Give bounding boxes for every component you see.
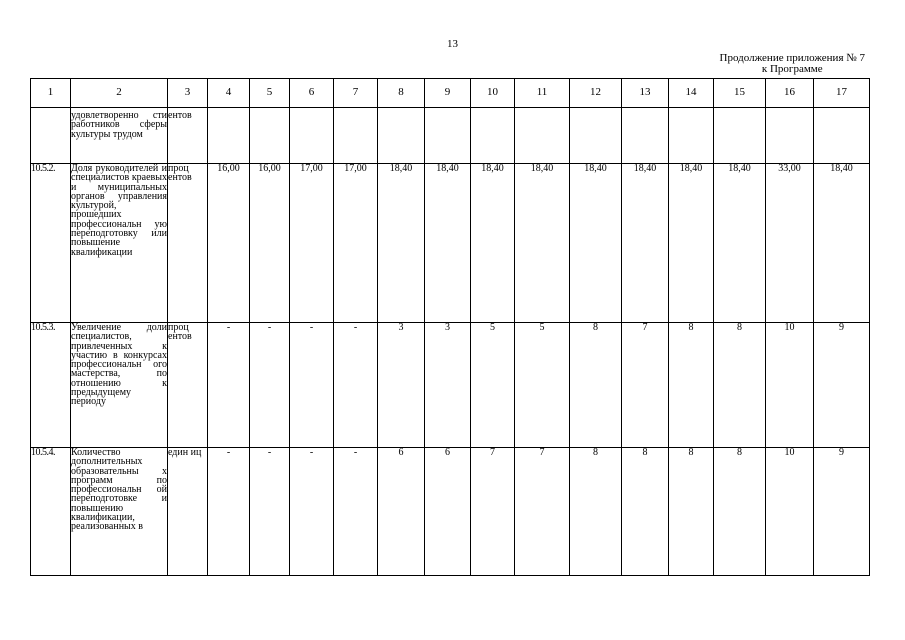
value-cell: 10 bbox=[766, 448, 814, 576]
value-cell: 18,40 bbox=[714, 164, 766, 323]
value-cell bbox=[814, 108, 870, 164]
value-cell: 16,00 bbox=[250, 164, 290, 323]
column-header: 13 bbox=[622, 79, 669, 108]
table-row bbox=[31, 164, 870, 323]
column-header: 8 bbox=[378, 79, 425, 108]
column-header: 9 bbox=[425, 79, 471, 108]
unit-cell: проц ентов bbox=[168, 164, 208, 323]
value-cell: 17,00 bbox=[290, 164, 334, 323]
column-header: 15 bbox=[714, 79, 766, 108]
value-cell bbox=[570, 108, 622, 164]
indicators-table bbox=[30, 78, 870, 576]
appendix-caption-line1: Продолжение приложения № 7 bbox=[719, 52, 865, 64]
value-cell: - bbox=[290, 323, 334, 448]
value-cell: 18,40 bbox=[622, 164, 669, 323]
value-cell: 18,40 bbox=[814, 164, 870, 323]
row-number bbox=[31, 108, 71, 164]
value-cell: 3 bbox=[425, 323, 471, 448]
column-header: 1 bbox=[31, 79, 71, 108]
value-cell: 18,40 bbox=[471, 164, 515, 323]
column-header: 17 bbox=[814, 79, 870, 108]
column-header: 11 bbox=[515, 79, 570, 108]
value-cell bbox=[766, 108, 814, 164]
value-cell: - bbox=[334, 323, 378, 448]
value-cell: 7 bbox=[622, 323, 669, 448]
value-cell: 18,40 bbox=[570, 164, 622, 323]
value-cell: 16,00 bbox=[208, 164, 250, 323]
value-cell bbox=[208, 108, 250, 164]
value-cell: 6 bbox=[378, 448, 425, 576]
value-cell bbox=[714, 108, 766, 164]
page-number: 13 bbox=[447, 38, 458, 50]
value-cell: 18,40 bbox=[669, 164, 714, 323]
value-cell bbox=[515, 108, 570, 164]
value-cell: - bbox=[290, 448, 334, 576]
value-cell: - bbox=[208, 323, 250, 448]
value-cell: - bbox=[250, 323, 290, 448]
value-cell: 17,00 bbox=[334, 164, 378, 323]
column-header: 7 bbox=[334, 79, 378, 108]
appendix-caption bbox=[720, 53, 865, 75]
value-cell: - bbox=[208, 448, 250, 576]
value-cell: 8 bbox=[714, 448, 766, 576]
column-header: 4 bbox=[208, 79, 250, 108]
column-header: 12 bbox=[570, 79, 622, 108]
value-cell: 18,40 bbox=[425, 164, 471, 323]
value-cell: 8 bbox=[669, 448, 714, 576]
unit-cell: проц ентов bbox=[168, 323, 208, 448]
indicator-name: Количество дополнительных образовательны х программ по профессиональн ой переподготовке и повышению квалификации, реализованных в bbox=[71, 448, 168, 576]
value-cell: 8 bbox=[622, 448, 669, 576]
value-cell: 3 bbox=[378, 323, 425, 448]
unit-cell: ентов bbox=[168, 108, 208, 164]
value-cell: 18,40 bbox=[378, 164, 425, 323]
value-cell bbox=[378, 108, 425, 164]
column-header: 14 bbox=[669, 79, 714, 108]
value-cell bbox=[250, 108, 290, 164]
value-cell bbox=[334, 108, 378, 164]
value-cell bbox=[425, 108, 471, 164]
unit-cell: един иц bbox=[168, 448, 208, 576]
value-cell: - bbox=[334, 448, 378, 576]
indicator-name: Доля руководителей и специалистов краевых и муниципальных органов управления культурой, прошедших профессиональн ую переподготовку или повышение квалификации bbox=[71, 164, 168, 323]
row-number: 10.5.2. bbox=[31, 164, 71, 323]
value-cell: 9 bbox=[814, 323, 870, 448]
value-cell: - bbox=[250, 448, 290, 576]
value-cell bbox=[622, 108, 669, 164]
value-cell: 5 bbox=[471, 323, 515, 448]
value-cell bbox=[669, 108, 714, 164]
column-header: 3 bbox=[168, 79, 208, 108]
value-cell: 8 bbox=[570, 448, 622, 576]
value-cell bbox=[290, 108, 334, 164]
value-cell: 7 bbox=[515, 448, 570, 576]
value-cell: 7 bbox=[471, 448, 515, 576]
value-cell bbox=[471, 108, 515, 164]
column-header: 10 bbox=[471, 79, 515, 108]
column-header: 16 bbox=[766, 79, 814, 108]
appendix-caption-line2: к Программе bbox=[761, 63, 823, 75]
column-header: 5 bbox=[250, 79, 290, 108]
value-cell: 10 bbox=[766, 323, 814, 448]
table-row bbox=[31, 448, 870, 576]
header-row bbox=[31, 79, 870, 108]
value-cell: 8 bbox=[570, 323, 622, 448]
value-cell: 9 bbox=[814, 448, 870, 576]
value-cell: 8 bbox=[669, 323, 714, 448]
value-cell: 33,00 bbox=[766, 164, 814, 323]
value-cell: 8 bbox=[714, 323, 766, 448]
column-header: 2 bbox=[71, 79, 168, 108]
table-row bbox=[31, 108, 870, 164]
row-number: 10.5.4. bbox=[31, 448, 71, 576]
indicator-name: удовлетворенно сти работников сферы культуры трудом bbox=[71, 108, 168, 164]
column-header: 6 bbox=[290, 79, 334, 108]
table-row bbox=[31, 323, 870, 448]
row-number: 10.5.3. bbox=[31, 323, 71, 448]
indicator-name: Увеличение доли специалистов, привлеченных к участию в конкурсах профессиональн ого мастерства, по отношению к предыдущему периоду bbox=[71, 323, 168, 448]
value-cell: 6 bbox=[425, 448, 471, 576]
value-cell: 18,40 bbox=[515, 164, 570, 323]
value-cell: 5 bbox=[515, 323, 570, 448]
